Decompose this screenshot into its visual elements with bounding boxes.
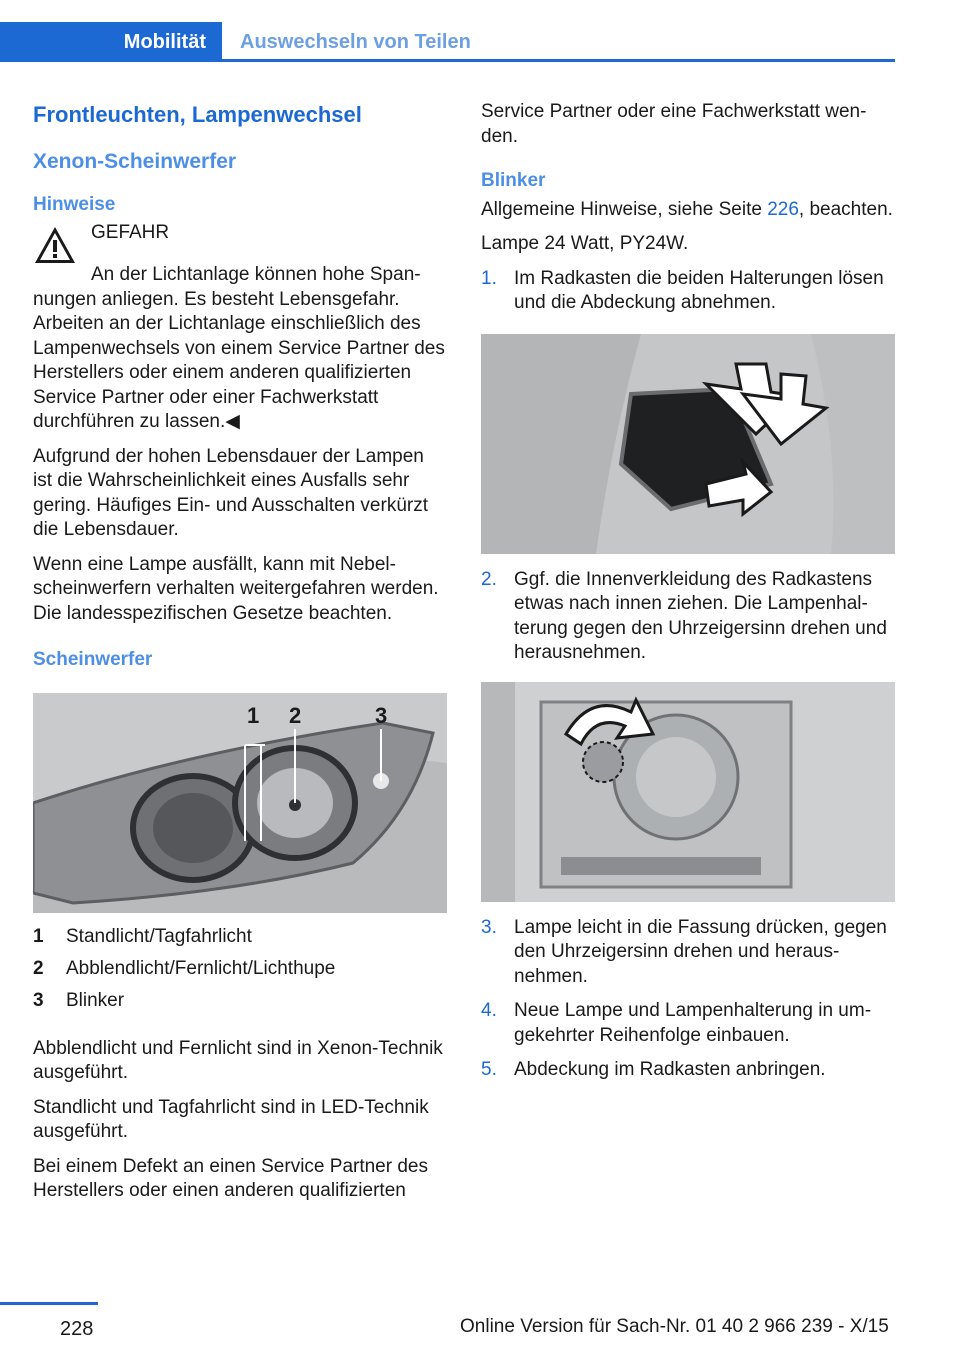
lamp-holder-photo: [481, 682, 895, 902]
header-tab-section: Auswechseln von Teilen: [240, 31, 471, 53]
footer-rule: [0, 1302, 98, 1305]
step-item: [481, 1058, 895, 1083]
paragraph-fog-lights: Wenn eine Lampe ausfällt, kann mit Nebelscheinwerfern verhalten weitergefahren werden. Die landesspezifischen Gesetze beachten.: [33, 553, 439, 624]
legend-number: 2: [33, 957, 44, 979]
step-text: Lampe leicht in die Fassung drücken, gegen den Uhrzeigersinn drehen und herausnehmen.: [514, 916, 887, 987]
step-text: Abdeckung im Radkasten anbringen.: [514, 1059, 826, 1080]
page-reference-link[interactable]: 226: [767, 198, 799, 220]
step-number: 3.: [481, 916, 497, 938]
header-underline: [222, 59, 895, 62]
legend-text: Standlicht/Tagfahrlicht: [66, 925, 252, 947]
section-title: Frontleuchten, Lampenwechsel: [33, 102, 362, 127]
headlight-illustration: [33, 693, 447, 913]
general-notes-suffix: , beachten.: [798, 198, 893, 220]
headlight-photo: [33, 693, 447, 913]
step-text: Ggf. die Innenverkleidung des Radkastens etwas nach innen ziehen. Die Lampenhalterung gegen den Uhrzeigersinn drehen und herausnehmen.: [514, 568, 887, 663]
step-number: 2.: [481, 568, 497, 590]
callout-3: 3: [375, 702, 388, 728]
legend-number: 3: [33, 989, 44, 1011]
paragraph-xenon: Abblendlicht und Fernlicht sind in Xenon-Technik ausgeführt.: [33, 1037, 443, 1083]
legend-text: Blinker: [66, 989, 125, 1011]
legend-text: Abblendlicht/Fernlicht/Lichthupe: [66, 957, 336, 979]
step-number: 1.: [481, 267, 497, 289]
step-number: 4.: [481, 1000, 497, 1021]
callout-1: 1: [247, 702, 260, 728]
header-tab-mobilitaet: Mobilität: [0, 22, 222, 62]
danger-notice-title: GEFAHR: [91, 222, 170, 243]
wheel-arch-illustration: [481, 334, 895, 554]
paragraph-defect: Bei einem Defekt an einen Service Partner des Herstellers oder einen anderen qualifizierten: [33, 1155, 428, 1201]
step-list: [481, 267, 895, 1083]
danger-notice-body: [91, 221, 169, 265]
paragraph-lifetime: Aufgrund der hohen Lebensdauer der Lampen ist die Wahrscheinlichkeit eines Ausfalls sehr gering. Häufiges Ein- und Ausschalten verkürzt die Lebensdauer.: [33, 445, 428, 540]
footer-version-text: Online Version für Sach-Nr. 01 40 2 966 239 - X/15: [460, 1316, 889, 1337]
step-text: Im Radkasten die beiden Halterungen lösen und die Abdeckung abnehmen.: [514, 267, 884, 313]
step-number: 5.: [481, 1059, 497, 1080]
paragraph-continued: Service Partner oder eine Fachwerkstatt wenden.: [481, 101, 867, 147]
general-notes-prefix: Allgemeine Hinweise, siehe Seite: [481, 198, 768, 220]
blinker-heading: Blinker: [481, 170, 546, 191]
step-item: [481, 916, 895, 990]
step-item: [481, 267, 895, 316]
step-item: [481, 568, 895, 666]
left-column: [33, 100, 448, 1214]
legend-number: 1: [33, 925, 44, 947]
headlight-legend: [33, 925, 448, 1021]
danger-notice-text: An der Lichtanlage können hohe Spannungen anliegen. Es besteht Lebensgefahr. Arbeiten an der Lichtanlage einschließlich des Lampenwechsels von einem Service Partner des Herstellers oder einem anderen qualifizierten Service Partner oder einer Fachwerkstatt durchführen zu lassen.◀: [33, 264, 445, 432]
right-column: [481, 100, 895, 1093]
lamp-holder-illustration: [481, 682, 895, 902]
paragraph-lamp-spec: Lampe 24 Watt, PY24W.: [481, 233, 689, 254]
callout-2: 2: [289, 702, 302, 728]
page-number: 228: [60, 1318, 94, 1340]
legend-item: [33, 925, 448, 957]
legend-item: [33, 957, 448, 989]
paragraph-led: Standlicht und Tagfahrlicht sind in LED-Technik ausgeführt.: [33, 1096, 429, 1142]
hinweise-heading: Hinweise: [33, 193, 116, 215]
paragraph-general-notes: [481, 198, 895, 223]
step-text: Neue Lampe und Lampenhalterung in umgekehrter Reihenfolge einbauen.: [514, 1000, 872, 1046]
warning-triangle-icon: [33, 225, 77, 265]
page-header: [0, 0, 895, 62]
legend-item: [33, 989, 448, 1021]
subsection-title: Xenon-Scheinwerfer: [33, 150, 237, 173]
danger-notice: [33, 221, 448, 265]
step-item: [481, 999, 895, 1048]
scheinwerfer-heading: Scheinwerfer: [33, 649, 153, 670]
wheel-arch-photo: [481, 334, 895, 554]
